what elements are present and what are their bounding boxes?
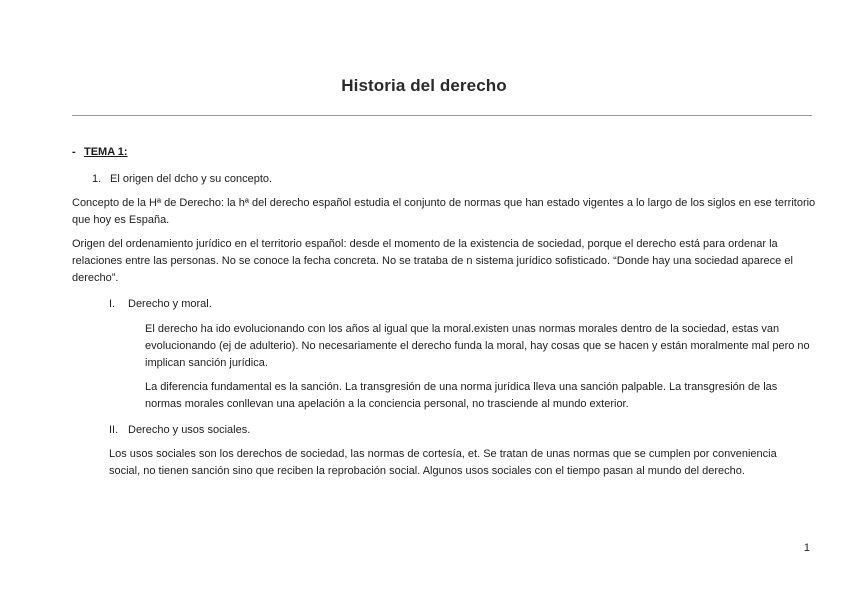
paragraph-moral-1: El derecho ha ido evolucionando con los años al igual que la moral.existen unas normas morales dentro de la sociedad, estas van evolucionando (ej de adulterio). No necesariamente el derecho funda la moral, hay cosas que se hacen y están moralmente mal pero no implican sanción jurídica. xyxy=(145,323,810,369)
title-divider xyxy=(72,115,812,116)
numbered-item-1 xyxy=(92,171,272,188)
paragraph-usos-1: Los usos sociales son los derechos de sociedad, las normas de cortesía, et. Se tratan de unas normas que se cumplen por conveniencia social, no tienen sanción sino que reciben la reprobación social. Algunos usos sociales con el tiempo pasan al mundo del derecho. xyxy=(109,448,777,477)
item-text: El origen del dcho y su concepto. xyxy=(110,173,273,185)
subsection-heading-moral xyxy=(109,296,212,313)
subsection-heading-usos xyxy=(109,422,250,439)
section-label: TEMA 1: xyxy=(84,146,128,158)
page-number: 1 xyxy=(803,542,810,554)
section-bullet: - xyxy=(72,146,76,158)
roman-numeral: I. xyxy=(109,298,116,310)
item-number: 1. xyxy=(92,173,102,185)
section-heading xyxy=(72,146,128,158)
subsection-title: Derecho y usos sociales. xyxy=(128,424,251,436)
paragraph-moral-2: La diferencia fundamental es la sanción. La transgresión de una norma jurídica lleva una sanción palpable. La transgresión de las normas morales conllevan una apelación a la conciencia personal, no trasciende al mundo exterior. xyxy=(145,381,778,410)
paragraph-origen: Origen del ordenamiento jurídico en el territorio español: desde el momento de la existencia de sociedad, porque el derecho está para ordenar la relaciones entre las personas. No se conoce la fecha concreta. No se trataba de n sistema jurídico sofisticado. “Donde hay una sociedad aparece el derecho”. xyxy=(72,238,793,284)
roman-numeral: II. xyxy=(109,424,119,436)
document-title: Historia del derecho xyxy=(341,76,507,95)
subsection-title: Derecho y moral. xyxy=(128,298,212,310)
paragraph-concepto: Concepto de la Hª de Derecho: la hª del derecho español estudia el conjunto de normas que han estado vigentes a lo largo de los siglos en ese territorio que hoy es España. xyxy=(72,197,816,226)
